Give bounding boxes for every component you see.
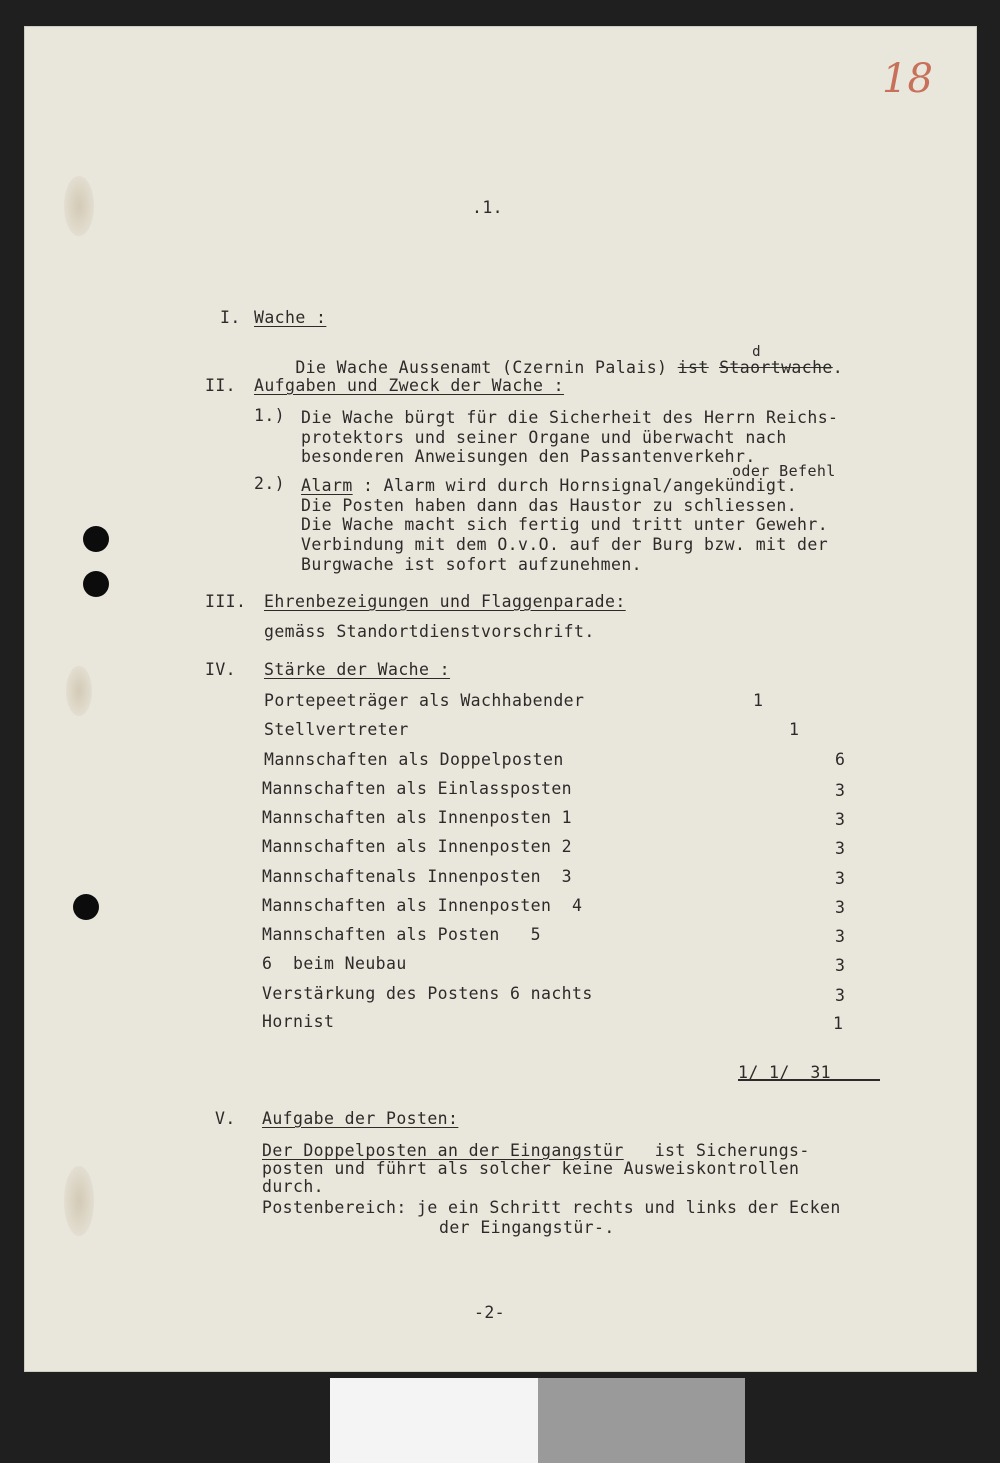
strength-row-label: 6 beim Neubau bbox=[262, 954, 407, 973]
strength-row-label: Mannschaften als Innenposten 2 bbox=[262, 837, 573, 856]
strength-row-label: Mannschaften als Doppelposten bbox=[264, 750, 564, 769]
handwritten-folio: 18 bbox=[882, 56, 933, 102]
strength-row-label: Hornist bbox=[262, 1012, 335, 1031]
sub-heading: Der Doppelposten an der Eingangstür bbox=[262, 1141, 624, 1160]
page-footer: -2- bbox=[474, 1303, 506, 1322]
section-heading: Aufgabe der Posten: bbox=[262, 1109, 459, 1128]
item-number: 2.) bbox=[254, 474, 286, 493]
section-text: gemäss Standortdienstvorschrift. bbox=[264, 622, 595, 641]
section-heading: Wache : bbox=[254, 308, 327, 327]
item-line: protektors und seiner Organe und überwacht nach bbox=[301, 428, 787, 447]
struck-word: ist bbox=[677, 358, 709, 377]
punch-hole bbox=[83, 526, 109, 552]
paper-stain bbox=[64, 176, 94, 236]
section-heading: Stärke der Wache : bbox=[264, 660, 451, 679]
section-heading: Aufgaben und Zweck der Wache : bbox=[254, 376, 565, 395]
paper-stain bbox=[66, 666, 92, 716]
strength-row-value: 1 bbox=[789, 720, 799, 739]
calibration-grey-patch bbox=[538, 1378, 745, 1463]
strength-row-value: 3 bbox=[835, 781, 845, 800]
strength-row-label: Mannschaften als Einlassposten bbox=[262, 779, 573, 798]
alarm-label: Alarm bbox=[301, 476, 353, 495]
item-line: Die Wache macht sich fertig und tritt unter Gewehr. bbox=[301, 515, 829, 534]
item-line: Die Wache bürgt für die Sicherheit des Herrn Reichs- bbox=[301, 408, 839, 427]
strength-row-value: 3 bbox=[835, 927, 845, 946]
strength-row-value: 1 bbox=[833, 1014, 843, 1033]
strength-row-value: 3 bbox=[835, 869, 845, 888]
section-numeral: I. bbox=[220, 308, 241, 327]
struck-prefix: Sta bbox=[719, 358, 751, 377]
strength-row-value: 3 bbox=[835, 810, 845, 829]
struck-rest: ortwache bbox=[750, 358, 833, 377]
strength-total: 1/ 1/ 31 bbox=[738, 1063, 832, 1082]
calibration-white-patch bbox=[330, 1378, 538, 1463]
strength-row-label: Verstärkung des Postens 6 nachts bbox=[262, 984, 593, 1003]
strength-row-value: 6 bbox=[835, 750, 845, 769]
strength-row-label: Mannschaften als Innenposten 1 bbox=[262, 808, 573, 827]
area-label: Postenbereich: bbox=[262, 1198, 407, 1217]
document-page bbox=[24, 26, 977, 1372]
punch-hole bbox=[83, 571, 109, 597]
color-calibration-strip bbox=[330, 1378, 745, 1463]
strength-row-value: 3 bbox=[835, 986, 845, 1005]
item-line: Alarm : Alarm wird durch Hornsignal/angekündigt. bbox=[301, 476, 798, 495]
strength-row-label: Stellvertreter bbox=[264, 720, 409, 739]
strength-row-label: Mannschaften als Posten 5 bbox=[262, 925, 542, 944]
strength-row-label: Mannschaftenals Innenposten 3 bbox=[262, 867, 573, 886]
page-marker: .1. bbox=[472, 198, 504, 217]
text-prefix: Die Wache Aussenamt (Czernin Palais) bbox=[295, 358, 678, 377]
paper-stain bbox=[64, 1166, 94, 1236]
strength-row-label: Portepeeträger als Wachhabender bbox=[264, 691, 585, 710]
item-number: 1.) bbox=[254, 406, 286, 425]
strength-row-label: Mannschaften als Innenposten 4 bbox=[262, 896, 583, 915]
item-line: Die Posten haben dann das Haustor zu schliessen. bbox=[301, 496, 798, 515]
item-line: Burgwache ist sofort aufzunehmen. bbox=[301, 555, 643, 574]
section-line: posten und führt als solcher keine Ausweiskontrollen bbox=[262, 1159, 800, 1178]
inserted-letter: d bbox=[752, 344, 761, 360]
text-suffix: . bbox=[832, 358, 844, 377]
strength-row-value: 3 bbox=[835, 956, 845, 975]
strength-row-value: 3 bbox=[835, 839, 845, 858]
section-numeral: V. bbox=[215, 1109, 236, 1128]
section-line: Postenbereich: je ein Schritt rechts und links der Ecken bbox=[262, 1198, 841, 1217]
section-numeral: IV. bbox=[205, 660, 237, 679]
section-line: der Eingangstür-. bbox=[439, 1218, 615, 1237]
strength-row-value: 3 bbox=[835, 898, 845, 917]
section-line: Der Doppelposten an der Eingangstür ist Sicherungs- bbox=[262, 1141, 810, 1160]
punch-hole bbox=[73, 894, 99, 920]
section-line: durch. bbox=[262, 1177, 325, 1196]
section-numeral: II. bbox=[205, 376, 237, 395]
item-line: besonderen Anweisungen den Passantenverkehr. bbox=[301, 447, 756, 466]
strength-row-value: 1 bbox=[753, 691, 763, 710]
section-numeral: III. bbox=[205, 592, 247, 611]
section-heading: Ehrenbezeigungen und Flaggenparade: bbox=[264, 592, 626, 611]
insertion-text: oder Befehl bbox=[732, 462, 836, 480]
item-line: Verbindung mit dem O.v.O. auf der Burg bzw. mit der bbox=[301, 535, 829, 554]
